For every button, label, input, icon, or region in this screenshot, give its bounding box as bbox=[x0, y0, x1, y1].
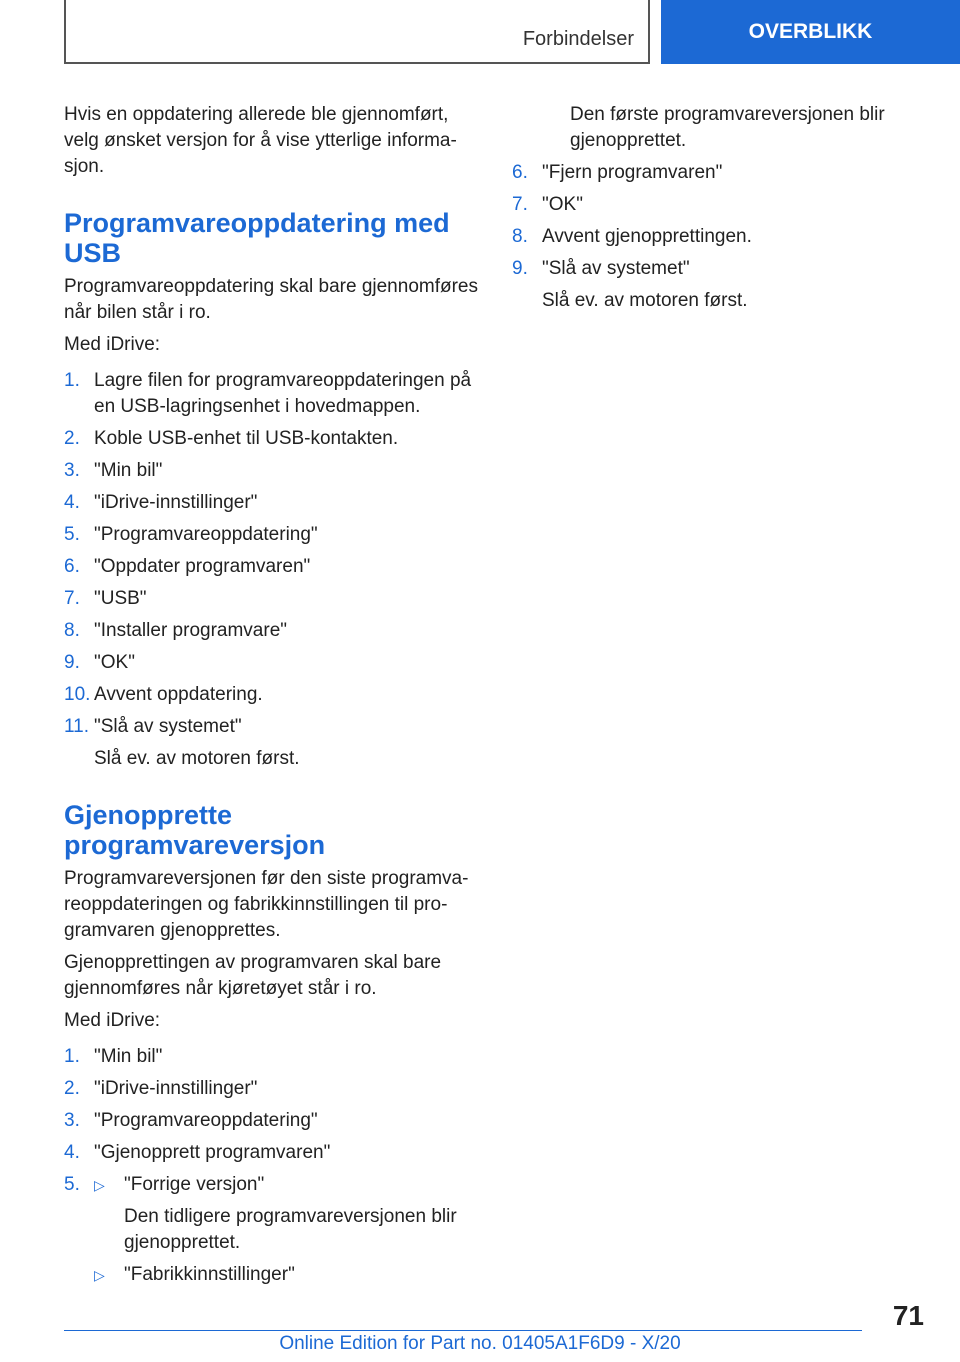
list-item bbox=[512, 256, 902, 282]
option-item bbox=[94, 1172, 480, 1256]
intro-text: Hvis en oppdatering allerede ble gjennomført, velg ønsket versjon for å vise ytterlige informa-sjon. bbox=[64, 104, 457, 177]
step-number: 1. bbox=[64, 370, 80, 391]
list-item bbox=[64, 586, 480, 612]
step-text: "Fjern programvaren" bbox=[542, 162, 723, 183]
left-column bbox=[64, 102, 480, 1294]
list-item bbox=[64, 1076, 480, 1102]
list-item bbox=[64, 426, 480, 452]
step-text: "OK" bbox=[94, 652, 135, 673]
step-text: Avvent oppdatering. bbox=[94, 684, 263, 705]
option-note: Den tidligere programvareversjonen blir gjenopprettet. bbox=[124, 1206, 457, 1253]
usb-heading: Programvareoppdatering med USB bbox=[64, 208, 450, 268]
footer-edition-text: Online Edition for Part no. 01405A1F6D9 - X/20 bbox=[279, 1333, 681, 1354]
option-item bbox=[94, 1262, 480, 1288]
step-number: 11. bbox=[64, 716, 90, 737]
step-number: 8. bbox=[512, 226, 528, 247]
step-number: 6. bbox=[512, 162, 528, 183]
list-item bbox=[64, 554, 480, 580]
step-text: "Slå av systemet" bbox=[542, 258, 690, 279]
list-item bbox=[64, 1172, 480, 1288]
list-item bbox=[64, 682, 480, 708]
header-section-title: Forbindelser bbox=[522, 28, 634, 50]
triangle-bullet-icon: ▷ bbox=[94, 1177, 105, 1193]
usb-note: Slå ev. av motoren først. bbox=[94, 748, 300, 769]
step-number: 2. bbox=[64, 428, 80, 449]
step-number: 9. bbox=[64, 652, 80, 673]
option-text: "Fabrikkinnstillinger" bbox=[124, 1264, 295, 1285]
list-item bbox=[64, 714, 480, 740]
page-number: 71 bbox=[892, 1300, 924, 1331]
list-item bbox=[64, 1108, 480, 1134]
restore-idrive-label: Med iDrive: bbox=[64, 1010, 161, 1031]
right-note: Slå ev. av motoren først. bbox=[542, 290, 748, 311]
step-text: "Slå av systemet" bbox=[94, 716, 242, 737]
list-item bbox=[64, 458, 480, 484]
restore-steps-list bbox=[64, 1044, 480, 1288]
step-number: 6. bbox=[64, 556, 80, 577]
step-number: 5. bbox=[64, 524, 80, 545]
list-item bbox=[64, 1140, 480, 1166]
restore-text-2: Gjenopprettingen av programvaren skal bare gjennomføres når kjøretøyet står i ro. bbox=[64, 952, 442, 999]
step-text: Koble USB-enhet til USB-kontakten. bbox=[94, 428, 399, 449]
list-item bbox=[512, 224, 902, 250]
list-item bbox=[64, 490, 480, 516]
step-number: 2. bbox=[64, 1078, 80, 1099]
tab-overblikk[interactable]: OVERBLIKK bbox=[661, 0, 960, 64]
step-text: "Oppdater programvaren" bbox=[94, 556, 311, 577]
step-number: 1. bbox=[64, 1046, 80, 1067]
step-number: 7. bbox=[64, 588, 80, 609]
step-number: 5. bbox=[64, 1174, 80, 1195]
step-text: Avvent gjenopprettingen. bbox=[542, 226, 752, 247]
step-text: "iDrive-innstillinger" bbox=[94, 492, 258, 513]
step-text: "Min bil" bbox=[94, 1046, 163, 1067]
usb-idrive-label: Med iDrive: bbox=[64, 334, 161, 355]
list-item bbox=[64, 1044, 480, 1070]
step-text: "USB" bbox=[94, 588, 147, 609]
step-text: Lagre filen for programvareoppdateringen på en USB-lagringsenhet i hovedmappen. bbox=[94, 370, 472, 417]
option-text: "Forrige versjon" bbox=[124, 1174, 265, 1195]
list-item bbox=[512, 192, 902, 218]
step-text: "Gjenopprett programvaren" bbox=[94, 1142, 331, 1163]
list-item bbox=[64, 618, 480, 644]
step-text: "Programvareoppdatering" bbox=[94, 1110, 318, 1131]
step-number: 7. bbox=[512, 194, 528, 215]
list-item bbox=[512, 160, 902, 186]
step-number: 4. bbox=[64, 492, 80, 513]
list-item bbox=[64, 522, 480, 548]
step-text: "Min bil" bbox=[94, 460, 163, 481]
right-column bbox=[512, 102, 902, 320]
step-number: 9. bbox=[512, 258, 528, 279]
step-number: 8. bbox=[64, 620, 80, 641]
step-number: 10. bbox=[64, 684, 91, 705]
usb-text: Programvareoppdatering skal bare gjennomføres når bilen står i ro. bbox=[64, 276, 478, 323]
restore-text-1: Programvareversjonen før den siste programva-reoppdateringen og fabrikkinnstillingen til pro-gramvaren gjenopprettes. bbox=[64, 868, 469, 941]
step-number: 3. bbox=[64, 1110, 80, 1131]
step-text: "Installer programvare" bbox=[94, 620, 288, 641]
usb-steps-list bbox=[64, 368, 480, 740]
restore-steps-continued bbox=[512, 160, 902, 282]
option-list bbox=[94, 1172, 480, 1288]
list-item bbox=[64, 650, 480, 676]
step-number: 4. bbox=[64, 1142, 80, 1163]
step-text: "iDrive-innstillinger" bbox=[94, 1078, 258, 1099]
footer-divider bbox=[64, 1330, 862, 1331]
triangle-bullet-icon: ▷ bbox=[94, 1267, 105, 1283]
continued-note: Den første programvareversjonen blir gjenopprettet. bbox=[570, 104, 885, 151]
step-number: 3. bbox=[64, 460, 80, 481]
list-item bbox=[64, 368, 480, 420]
step-text: "OK" bbox=[542, 194, 583, 215]
step-text: "Programvareoppdatering" bbox=[94, 524, 318, 545]
restore-heading: Gjenopprette programvareversjon bbox=[64, 800, 326, 860]
